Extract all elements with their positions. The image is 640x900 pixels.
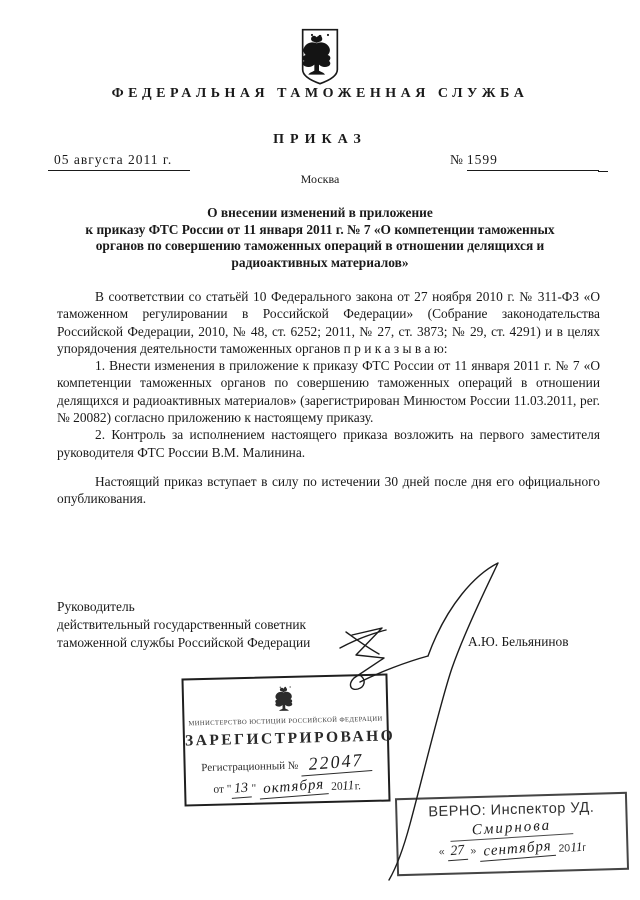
city-label: Москва <box>300 172 340 186</box>
registration-number-handwritten: 22047 <box>300 749 372 776</box>
stamp-day-handwritten: 13 <box>231 780 252 798</box>
verno-quote-open: « <box>438 845 445 859</box>
stamp-year-printed: 20 <box>330 780 343 793</box>
order-body <box>57 288 600 508</box>
stamp-year-handwritten: 11 <box>342 777 356 793</box>
stamp-eagle-icon <box>271 684 299 712</box>
signatory-name: А.Ю. Бельянинов <box>468 634 569 649</box>
verno-year-printed: 20 <box>558 842 571 855</box>
verno-stamp <box>395 792 629 876</box>
stamp-quote-close: " <box>251 782 257 795</box>
title-line-3: органов по совершению таможенных операций в отношении делящихся и <box>95 238 545 254</box>
verno-year-suffix: г <box>582 841 587 855</box>
verno-month-handwritten: сентября <box>479 838 557 862</box>
paragraph-preamble: В соответствии со статьёй 10 Федерального закона от 27 ноября 2010 г. № 311-ФЗ «О таможенном регулировании в Российской Федерации» (Собрание законодательства Российской Федерации, 2010, № 48, ст. 6252; 2011, № 27, ст. 3873; № 29, ст. 4291) и в целях упорядочения деятельности таможенных органов п р и к а з ы в а ю: <box>57 289 600 356</box>
registration-number-label: Регистрационный № <box>201 759 299 775</box>
registration-stamp <box>181 674 396 807</box>
paragraph-item-1: 1. Внести изменения в приложение к приказу ФТС России от 11 января 2011 г. № 7 «О компетенции таможенных органов по совершению таможенных операций в отношении делящихся и радиоактивных материалов» (зарегистрирован Минюстом России 11.03.2011, рег. № 20082) согласно приложению к настоящему приказу. <box>57 358 600 426</box>
title-line-1: О внесении изменений в приложение <box>207 205 433 220</box>
stamp-year-suffix: г. <box>354 780 362 793</box>
coat-of-arms-icon <box>300 28 340 86</box>
verno-day-handwritten: 27 <box>447 843 468 862</box>
document-type: ПРИКАЗ <box>273 132 367 147</box>
stamp-registration-number-line <box>185 751 387 778</box>
agency-name: ФЕДЕРАЛЬНАЯ ТАМОЖЕННАЯ СЛУЖБА <box>111 86 529 101</box>
stamp-registered-label: ЗАРЕГИСТРИРОВАНО <box>184 727 396 750</box>
title-line-4: радиоактивных материалов» <box>231 254 409 270</box>
verno-title: ВЕРНО: Инспектор УД. <box>428 799 595 821</box>
order-number-line <box>450 152 599 171</box>
order-date: 05 августа 2011 г. <box>48 152 190 171</box>
signatory-position <box>57 598 387 652</box>
number-sign: № <box>450 152 463 167</box>
order-title <box>40 205 600 271</box>
paragraph-closing: Настоящий приказ вступает в силу по истечении 30 дней после дня его официального опубликования. <box>57 473 600 507</box>
verno-quote-close: » <box>470 845 477 858</box>
verno-year-handwritten: 11 <box>569 838 583 855</box>
verno-date-line <box>398 838 626 862</box>
title-line-2: к приказу ФТС России от 11 января 2011 г. № 7 «О компетенции таможенных <box>85 221 555 237</box>
inspector-signature-handwritten: Смирнова <box>450 816 574 842</box>
paragraph-item-2: 2. Контроль за исполнением настоящего приказа возложить на первого заместителя руководителя ФТС России В.М. Малинина. <box>57 427 600 460</box>
stamp-month-handwritten: октября <box>259 776 329 799</box>
stamp-ministry-name: МИНИСТЕРСТВО ЮСТИЦИИ РОССИЙСКОЙ ФЕДЕРАЦИИ <box>188 715 383 728</box>
position-line-3: таможенной службы Российской Федерации <box>57 635 311 650</box>
order-number: 1599 <box>467 152 599 171</box>
stamp-date-line <box>186 777 388 800</box>
position-line-1: Руководитель <box>57 599 135 614</box>
position-line-2: действительный государственный советник <box>57 617 307 632</box>
stamp-date-prefix: от " <box>213 783 232 796</box>
